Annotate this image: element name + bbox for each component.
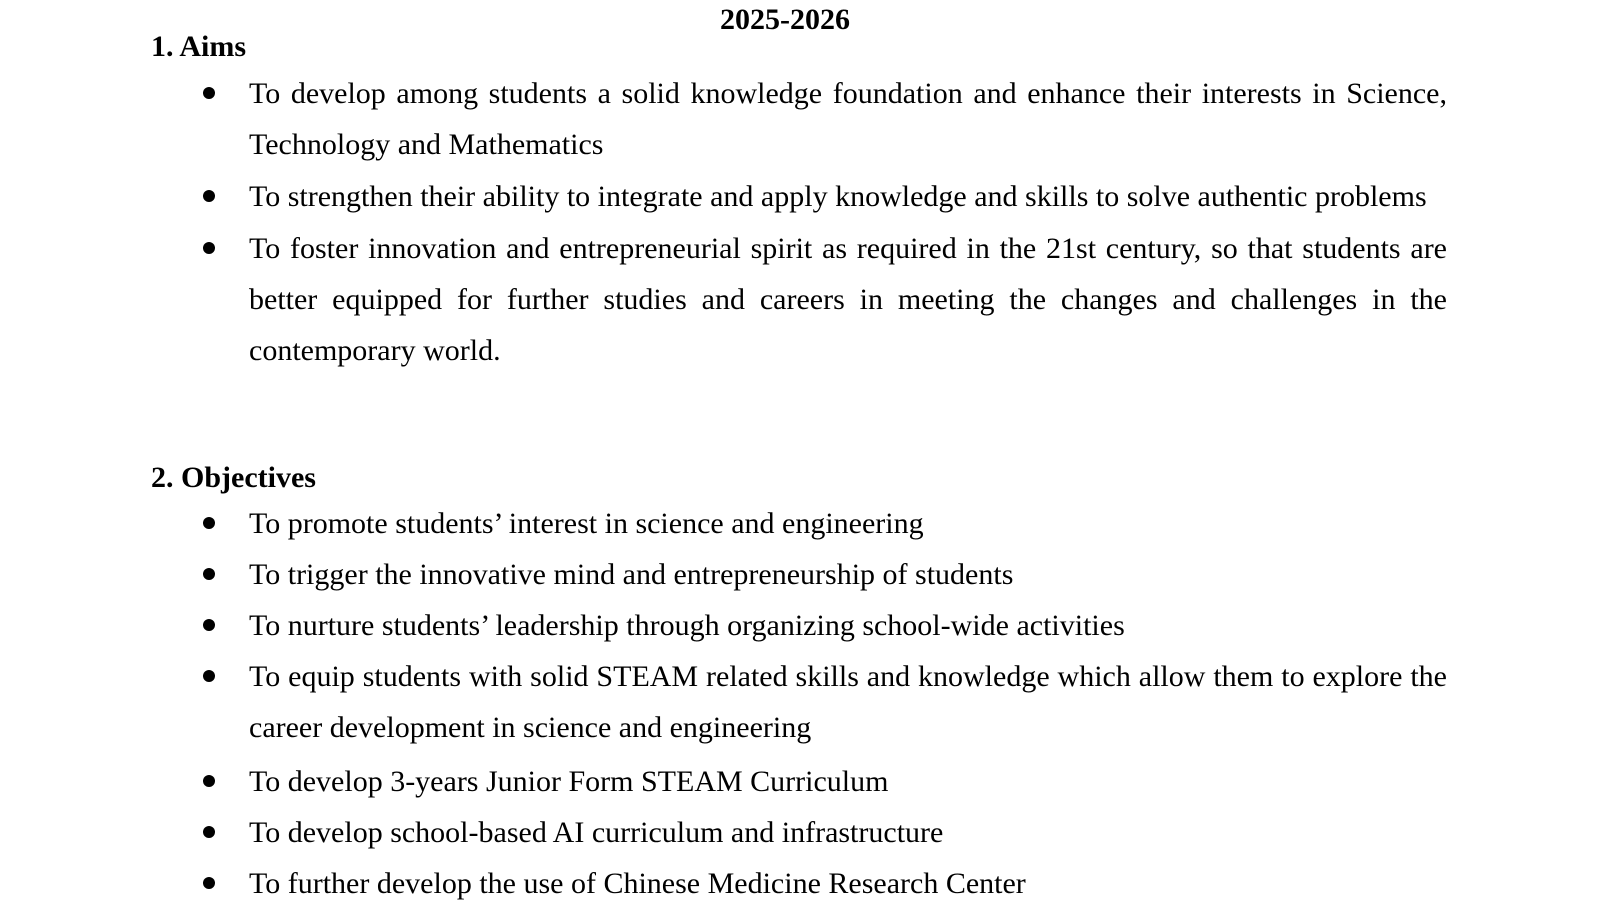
bullet-icon	[203, 619, 215, 631]
section-title-objectives: 2. Objectives	[151, 461, 316, 494]
objectives-item-text: To nurture students’ leadership through organizing school-wide activities	[249, 609, 1125, 642]
bullet-icon	[203, 775, 215, 787]
aims-list-item	[0, 223, 1447, 376]
aims-list-item	[0, 171, 1447, 222]
bullet-icon	[203, 877, 215, 889]
objectives-list-item	[0, 858, 1447, 909]
aims-list-item	[0, 68, 1447, 170]
aims-item-text: To develop among students a solid knowledge foundation and enhance their interests in Science, Technology and Mathematics	[249, 77, 1447, 161]
aims-list	[0, 68, 1447, 377]
objectives-list-item	[0, 651, 1447, 753]
section-title-aims: 1. Aims	[151, 30, 247, 63]
year-heading: 2025-2026	[720, 3, 850, 36]
objectives-list-item	[0, 549, 1447, 600]
objectives-list-item	[0, 498, 1447, 549]
bullet-icon	[203, 670, 215, 682]
aims-item-text: To strengthen their ability to integrate and apply knowledge and skills to solve authentic problems	[249, 180, 1427, 213]
bullet-icon	[203, 242, 215, 254]
bullet-icon	[203, 826, 215, 838]
bullet-icon	[203, 87, 215, 99]
objectives-list-item	[0, 807, 1447, 858]
objectives-item-text: To further develop the use of Chinese Medicine Research Center	[249, 867, 1026, 900]
aims-item-text: To foster innovation and entrepreneurial spirit as required in the 21st century, so that students are better equipped for further studies and careers in meeting the changes and challenges in the contemporary world.	[249, 232, 1447, 367]
bullet-icon	[203, 517, 215, 529]
objectives-item-text: To equip students with solid STEAM related skills and knowledge which allow them to explore the career development in science and engineering	[249, 660, 1447, 744]
objectives-item-text: To develop 3-years Junior Form STEAM Curriculum	[249, 765, 889, 798]
objectives-item-text: To trigger the innovative mind and entrepreneurship of students	[249, 558, 1014, 591]
bullet-icon	[203, 190, 215, 202]
objectives-list-item	[0, 600, 1447, 651]
objectives-item-text: To develop school-based AI curriculum and infrastructure	[249, 816, 944, 849]
bullet-icon	[203, 568, 215, 580]
objectives-item-text: To promote students’ interest in science and engineering	[249, 507, 924, 540]
objectives-list-item	[0, 756, 1447, 807]
objectives-list	[0, 498, 1447, 909]
